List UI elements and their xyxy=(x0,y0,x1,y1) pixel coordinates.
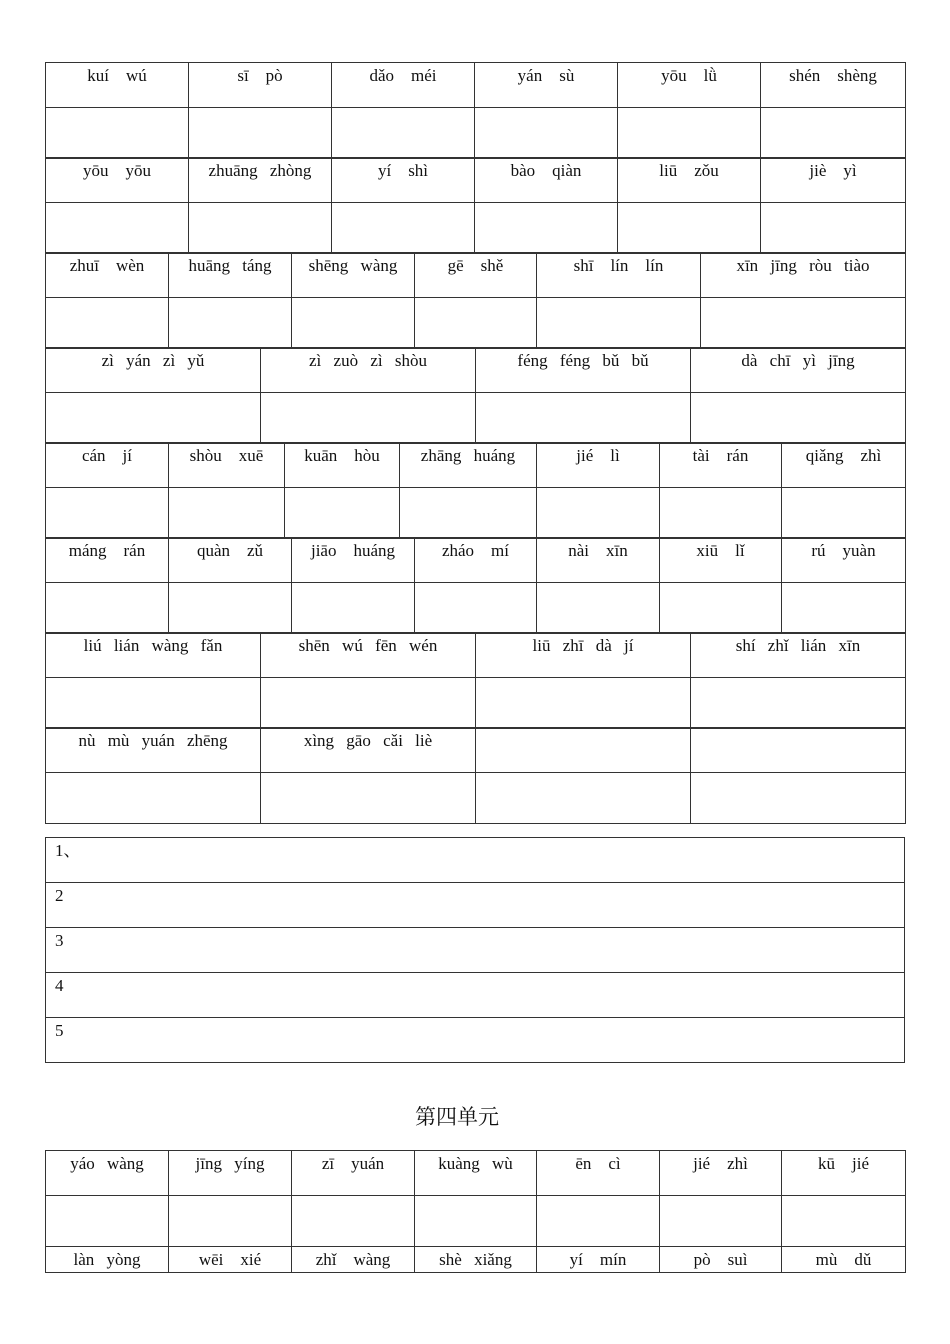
pinyin-row xyxy=(46,253,906,298)
pinyin-cell xyxy=(415,1247,537,1273)
pinyin-text: xiū lǐ xyxy=(696,541,745,560)
answer-box[interactable] xyxy=(476,393,691,444)
pinyin-text: quàn zǔ xyxy=(196,541,264,560)
pinyin-cell xyxy=(292,1247,415,1273)
pinyin-cell xyxy=(618,63,761,108)
pinyin-cell xyxy=(169,253,292,298)
answer-box[interactable] xyxy=(691,773,906,824)
pinyin-block xyxy=(45,347,905,444)
answer-box[interactable] xyxy=(415,298,537,349)
writing-line-cell[interactable] xyxy=(46,883,905,928)
pinyin-text: zhāng huáng xyxy=(420,446,516,465)
answer-box[interactable] xyxy=(285,488,400,539)
pinyin-cell xyxy=(537,538,660,583)
pinyin-cell xyxy=(46,63,189,108)
pinyin-text: kuān hòu xyxy=(304,446,380,465)
pinyin-cell xyxy=(415,253,537,298)
answer-box[interactable] xyxy=(660,1196,782,1247)
pinyin-text: kuàng wù xyxy=(438,1154,513,1173)
pinyin-table xyxy=(45,347,906,444)
writing-line xyxy=(46,838,905,883)
answer-row xyxy=(46,298,906,349)
answer-box[interactable] xyxy=(292,1196,415,1247)
pinyin-text: sī pò xyxy=(237,66,283,85)
answer-row xyxy=(46,488,906,539)
pinyin-cell xyxy=(261,633,476,678)
pinyin-cell xyxy=(285,443,400,488)
pinyin-text: rú yuàn xyxy=(811,541,876,560)
line-number: 2 xyxy=(55,886,64,905)
pinyin-cell xyxy=(415,538,537,583)
pinyin-cell xyxy=(400,443,537,488)
pinyin-row xyxy=(46,728,906,773)
pinyin-cell xyxy=(46,158,189,203)
answer-box[interactable] xyxy=(537,488,660,539)
pinyin-text: qiǎng zhì xyxy=(805,446,882,465)
answer-box[interactable] xyxy=(537,583,660,634)
pinyin-text: shén shèng xyxy=(789,66,877,85)
pinyin-cell xyxy=(537,443,660,488)
pinyin-cell xyxy=(476,728,691,773)
writing-line xyxy=(46,1018,905,1063)
pinyin-block xyxy=(45,727,905,824)
pinyin-text: shòu xuē xyxy=(189,446,264,465)
answer-box[interactable] xyxy=(46,203,189,254)
pinyin-row xyxy=(46,63,906,108)
pinyin-cell xyxy=(782,443,906,488)
answer-box[interactable] xyxy=(475,203,618,254)
answer-box[interactable] xyxy=(261,393,476,444)
pinyin-cell xyxy=(782,1151,906,1196)
answer-box[interactable] xyxy=(782,583,906,634)
pinyin-cell xyxy=(537,1247,660,1273)
answer-box[interactable] xyxy=(261,678,476,729)
answer-box[interactable] xyxy=(691,678,906,729)
answer-box[interactable] xyxy=(46,393,261,444)
pinyin-text: shēng wàng xyxy=(308,256,398,275)
pinyin-text: jié lì xyxy=(576,446,620,465)
answer-box[interactable] xyxy=(332,203,475,254)
pinyin-text: shēn wú fēn wén xyxy=(298,636,438,655)
pinyin-cell xyxy=(169,443,285,488)
pinyin-cell xyxy=(189,63,332,108)
answer-box[interactable] xyxy=(660,488,782,539)
answer-box[interactable] xyxy=(46,488,169,539)
pinyin-cell xyxy=(476,348,691,393)
pinyin-text xyxy=(476,728,690,732)
answer-row xyxy=(46,393,906,444)
pinyin-text: yōu yōu xyxy=(83,161,151,180)
pinyin-text: jié zhì xyxy=(693,1154,748,1173)
answer-box[interactable] xyxy=(169,1196,292,1247)
pinyin-text: huāng táng xyxy=(188,256,272,275)
pinyin-text: liū zhī dà jí xyxy=(532,636,634,655)
answer-box[interactable] xyxy=(782,488,906,539)
answer-box[interactable] xyxy=(46,108,189,159)
pinyin-text: nù mù yuán zhēng xyxy=(78,731,228,750)
pinyin-text: yí mín xyxy=(569,1250,627,1269)
pinyin-table xyxy=(45,442,906,539)
pinyin-cell xyxy=(292,538,415,583)
pinyin-cell xyxy=(761,63,906,108)
pinyin-text: wēi xié xyxy=(198,1250,262,1269)
pinyin-text: bào qiàn xyxy=(510,161,582,180)
answer-box[interactable] xyxy=(169,488,285,539)
pinyin-block xyxy=(45,632,905,729)
pinyin-cell xyxy=(537,253,701,298)
answer-box[interactable] xyxy=(701,298,906,349)
pinyin-text: dà chī yì jīng xyxy=(741,351,855,370)
unit4-block xyxy=(45,1150,905,1273)
pinyin-cell xyxy=(415,1151,537,1196)
pinyin-text: zì yán zì yǔ xyxy=(101,351,205,370)
pinyin-text: nài xīn xyxy=(568,541,628,560)
answer-box[interactable] xyxy=(400,488,537,539)
pinyin-table xyxy=(45,157,906,254)
answer-box[interactable] xyxy=(475,108,618,159)
pinyin-cell xyxy=(261,728,476,773)
answer-row xyxy=(46,678,906,729)
pinyin-cell xyxy=(782,1247,906,1273)
answer-box[interactable] xyxy=(332,108,475,159)
answer-box[interactable] xyxy=(761,203,906,254)
pinyin-text: máng rán xyxy=(68,541,146,560)
pinyin-text: zhuī wèn xyxy=(69,256,145,275)
pinyin-cell xyxy=(332,63,475,108)
writing-lines-table xyxy=(45,837,905,1063)
unit4-title: 第四单元 xyxy=(415,1105,499,1129)
pinyin-text: xìng gāo cǎi liè xyxy=(303,731,433,750)
pinyin-cell xyxy=(691,728,906,773)
pinyin-cell xyxy=(292,1151,415,1196)
pinyin-row xyxy=(46,633,906,678)
pinyin-text: shè xiǎng xyxy=(439,1250,512,1269)
pinyin-cell xyxy=(169,538,292,583)
pinyin-text: jiè yì xyxy=(809,161,857,180)
answer-box[interactable] xyxy=(169,583,292,634)
answer-box[interactable] xyxy=(537,298,701,349)
pinyin-table xyxy=(45,62,906,159)
answer-box[interactable] xyxy=(46,298,169,349)
answer-box[interactable] xyxy=(476,678,691,729)
answer-row xyxy=(46,108,906,159)
answer-box[interactable] xyxy=(261,773,476,824)
pinyin-cell xyxy=(46,348,261,393)
pinyin-text: mù dǔ xyxy=(815,1250,872,1269)
pinyin-table xyxy=(45,727,906,824)
pinyin-text: shí zhǐ lián xīn xyxy=(735,636,861,655)
answer-box[interactable] xyxy=(189,108,332,159)
pinyin-cell xyxy=(169,1151,292,1196)
pinyin-cell xyxy=(701,253,906,298)
writing-line-cell[interactable] xyxy=(46,973,905,1018)
pinyin-text: zì zuò zì shòu xyxy=(309,351,427,370)
line-number: 1、 xyxy=(55,841,81,860)
answer-box[interactable] xyxy=(415,583,537,634)
answer-box[interactable] xyxy=(415,1196,537,1247)
pinyin-text: xīn jīng ròu tiào xyxy=(736,256,870,275)
pinyin-block xyxy=(45,252,905,349)
pinyin-text: yí shì xyxy=(377,161,429,180)
answer-row xyxy=(46,1196,906,1247)
pinyin-row xyxy=(46,348,906,393)
pinyin-cell xyxy=(46,633,261,678)
pinyin-cell xyxy=(169,1247,292,1273)
pinyin-cell xyxy=(660,538,782,583)
pinyin-row xyxy=(46,443,906,488)
answer-box[interactable] xyxy=(782,1196,906,1247)
writing-line-cell[interactable] xyxy=(46,928,905,973)
pinyin-text: zháo mí xyxy=(441,541,510,560)
answer-box[interactable] xyxy=(691,393,906,444)
pinyin-text: làn yòng xyxy=(73,1250,141,1269)
answer-box[interactable] xyxy=(169,298,292,349)
pinyin-row xyxy=(46,1247,906,1273)
writing-line xyxy=(46,973,905,1018)
answer-box[interactable] xyxy=(618,108,761,159)
pinyin-cell xyxy=(475,158,618,203)
pinyin-table xyxy=(45,632,906,729)
answer-row xyxy=(46,583,906,634)
writing-line-cell[interactable] xyxy=(46,1018,905,1063)
pinyin-cell xyxy=(46,728,261,773)
pinyin-text: tài rán xyxy=(692,446,749,465)
answer-box[interactable] xyxy=(46,773,261,824)
pinyin-text: yán sù xyxy=(517,66,575,85)
pinyin-cell xyxy=(46,253,169,298)
line-number: 5 xyxy=(55,1021,64,1040)
pinyin-text: shī lín lín xyxy=(573,256,664,275)
answer-box[interactable] xyxy=(46,678,261,729)
pinyin-cell xyxy=(46,1247,169,1273)
answer-box[interactable] xyxy=(189,203,332,254)
pinyin-block xyxy=(45,157,905,254)
pinyin-cell xyxy=(618,158,761,203)
answer-box[interactable] xyxy=(476,773,691,824)
answer-box[interactable] xyxy=(761,108,906,159)
pinyin-text xyxy=(691,728,905,732)
pinyin-row xyxy=(46,158,906,203)
pinyin-cell xyxy=(292,253,415,298)
answer-box[interactable] xyxy=(46,583,169,634)
pinyin-block xyxy=(45,62,905,159)
answer-box[interactable] xyxy=(660,583,782,634)
answer-box[interactable] xyxy=(292,298,415,349)
pinyin-cell xyxy=(761,158,906,203)
pinyin-text: féng féng bǔ bǔ xyxy=(517,351,649,370)
pinyin-block xyxy=(45,537,905,634)
writing-line xyxy=(46,928,905,973)
pinyin-cell xyxy=(261,348,476,393)
pinyin-cell xyxy=(691,348,906,393)
pinyin-table xyxy=(45,537,906,634)
pinyin-cell xyxy=(660,1247,782,1273)
answer-box[interactable] xyxy=(618,203,761,254)
pinyin-cell xyxy=(537,1151,660,1196)
pinyin-text: kuí wú xyxy=(87,66,147,85)
answer-row xyxy=(46,203,906,254)
unit4-table xyxy=(45,1150,906,1273)
pinyin-text: jīng yíng xyxy=(195,1154,265,1173)
answer-box[interactable] xyxy=(537,1196,660,1247)
pinyin-cell xyxy=(782,538,906,583)
pinyin-cell xyxy=(476,633,691,678)
pinyin-cell xyxy=(475,63,618,108)
writing-line-cell[interactable] xyxy=(46,838,905,883)
pinyin-row xyxy=(46,538,906,583)
pinyin-text: pò suì xyxy=(693,1250,748,1269)
pinyin-cell xyxy=(189,158,332,203)
line-number: 4 xyxy=(55,976,64,995)
pinyin-text: zī yuán xyxy=(321,1154,385,1173)
pinyin-text: dǎo méi xyxy=(369,66,437,85)
pinyin-block xyxy=(45,442,905,539)
answer-row xyxy=(46,773,906,824)
answer-box[interactable] xyxy=(46,1196,169,1247)
pinyin-text: cán jí xyxy=(81,446,133,465)
pinyin-cell xyxy=(332,158,475,203)
pinyin-text: yáo wàng xyxy=(70,1154,144,1173)
pinyin-text: jiāo huáng xyxy=(310,541,396,560)
writing-lines xyxy=(45,837,905,1063)
pinyin-cell xyxy=(691,633,906,678)
pinyin-text: liū zǒu xyxy=(659,161,719,180)
pinyin-text: gē shě xyxy=(447,256,504,275)
writing-line xyxy=(46,883,905,928)
line-number: 3 xyxy=(55,931,64,950)
pinyin-text: zhǐ wàng xyxy=(315,1250,391,1269)
pinyin-cell xyxy=(46,443,169,488)
pinyin-text: ēn cì xyxy=(575,1154,621,1173)
pinyin-row xyxy=(46,1151,906,1196)
pinyin-cell xyxy=(660,443,782,488)
pinyin-text: yōu lǜ xyxy=(661,66,717,85)
answer-box[interactable] xyxy=(292,583,415,634)
pinyin-text: zhuāng zhòng xyxy=(208,161,312,180)
pinyin-text: kū jié xyxy=(818,1154,869,1173)
pinyin-cell xyxy=(46,1151,169,1196)
pinyin-text: liú lián wàng fǎn xyxy=(83,636,223,655)
pinyin-cell xyxy=(46,538,169,583)
pinyin-cell xyxy=(660,1151,782,1196)
pinyin-table xyxy=(45,252,906,349)
